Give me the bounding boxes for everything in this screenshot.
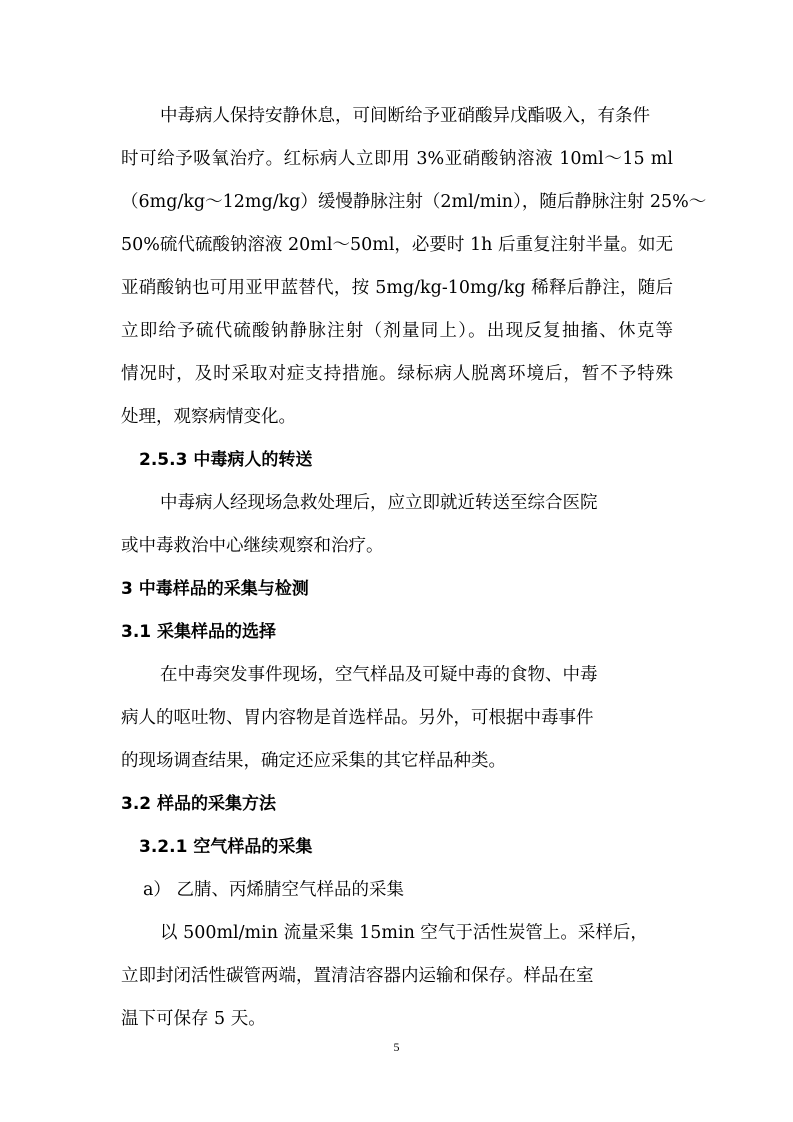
paragraph-line: 以 500ml/min 流量采集 15min 空气于活性炭管上。采样后， xyxy=(160,923,648,943)
paragraph-line: 50%硫代硫酸钠溶液 20ml～50ml，必要时 1h 后重复注射半量。如无 xyxy=(121,235,673,255)
section-heading-2-5-3: 2.5.3 中毒病人的转送 xyxy=(139,450,313,470)
section-heading-3-1: 3.1 采集样品的选择 xyxy=(121,622,277,642)
paragraph-line: 时可给予吸氧治疗。红标病人立即用 3%亚硝酸钠溶液 10ml～15 ml xyxy=(121,149,673,169)
paragraph-line: 或中毒救治中心继续观察和治疗。 xyxy=(121,536,384,556)
paragraph-line: 病人的呕吐物、胃内容物是首选样品。另外，可根据中毒事件 xyxy=(121,708,594,728)
paragraph-line: 中毒病人保持安静休息，可间断给予亚硝酸异戊酯吸入，有条件 xyxy=(160,106,650,126)
paragraph-line: （6mg/kg～12mg/kg）缓慢静脉注射（2ml/min），随后静脉注射 25%～ xyxy=(121,192,707,212)
section-heading-3-2: 3.2 样品的采集方法 xyxy=(121,794,277,814)
paragraph-line: 中毒病人经现场急救处理后，应立即就近转送至综合医院 xyxy=(160,493,598,513)
section-heading-3: 3 中毒样品的采集与检测 xyxy=(121,579,309,599)
paragraph-line: 亚硝酸钠也可用亚甲蓝替代，按 5mg/kg-10mg/kg 稀释后静注，随后 xyxy=(121,278,673,298)
list-item-a: a） 乙腈、丙烯腈空气样品的采集 xyxy=(143,880,404,900)
paragraph-line: 的现场调查结果，确定还应采集的其它样品种类。 xyxy=(121,751,506,771)
page-number: 5 xyxy=(393,1040,400,1054)
paragraph-line: 立即给予硫代硫酸钠静脉注射（剂量同上）。出现反复抽搐、休克等 xyxy=(121,321,673,341)
section-heading-3-2-1: 3.2.1 空气样品的采集 xyxy=(139,837,313,857)
paragraph-line: 立即封闭活性碳管两端，置清洁容器内运输和保存。样品在室 xyxy=(121,966,594,986)
paragraph-line: 温下可保存 5 天。 xyxy=(121,1009,266,1029)
paragraph-line: 处理，观察病情变化。 xyxy=(121,407,296,427)
paragraph-line: 在中毒突发事件现场，空气样品及可疑中毒的食物、中毒 xyxy=(160,665,598,685)
paragraph-line: 情况时，及时采取对症支持措施。绿标病人脱离环境后，暂不予特殊 xyxy=(121,364,673,384)
